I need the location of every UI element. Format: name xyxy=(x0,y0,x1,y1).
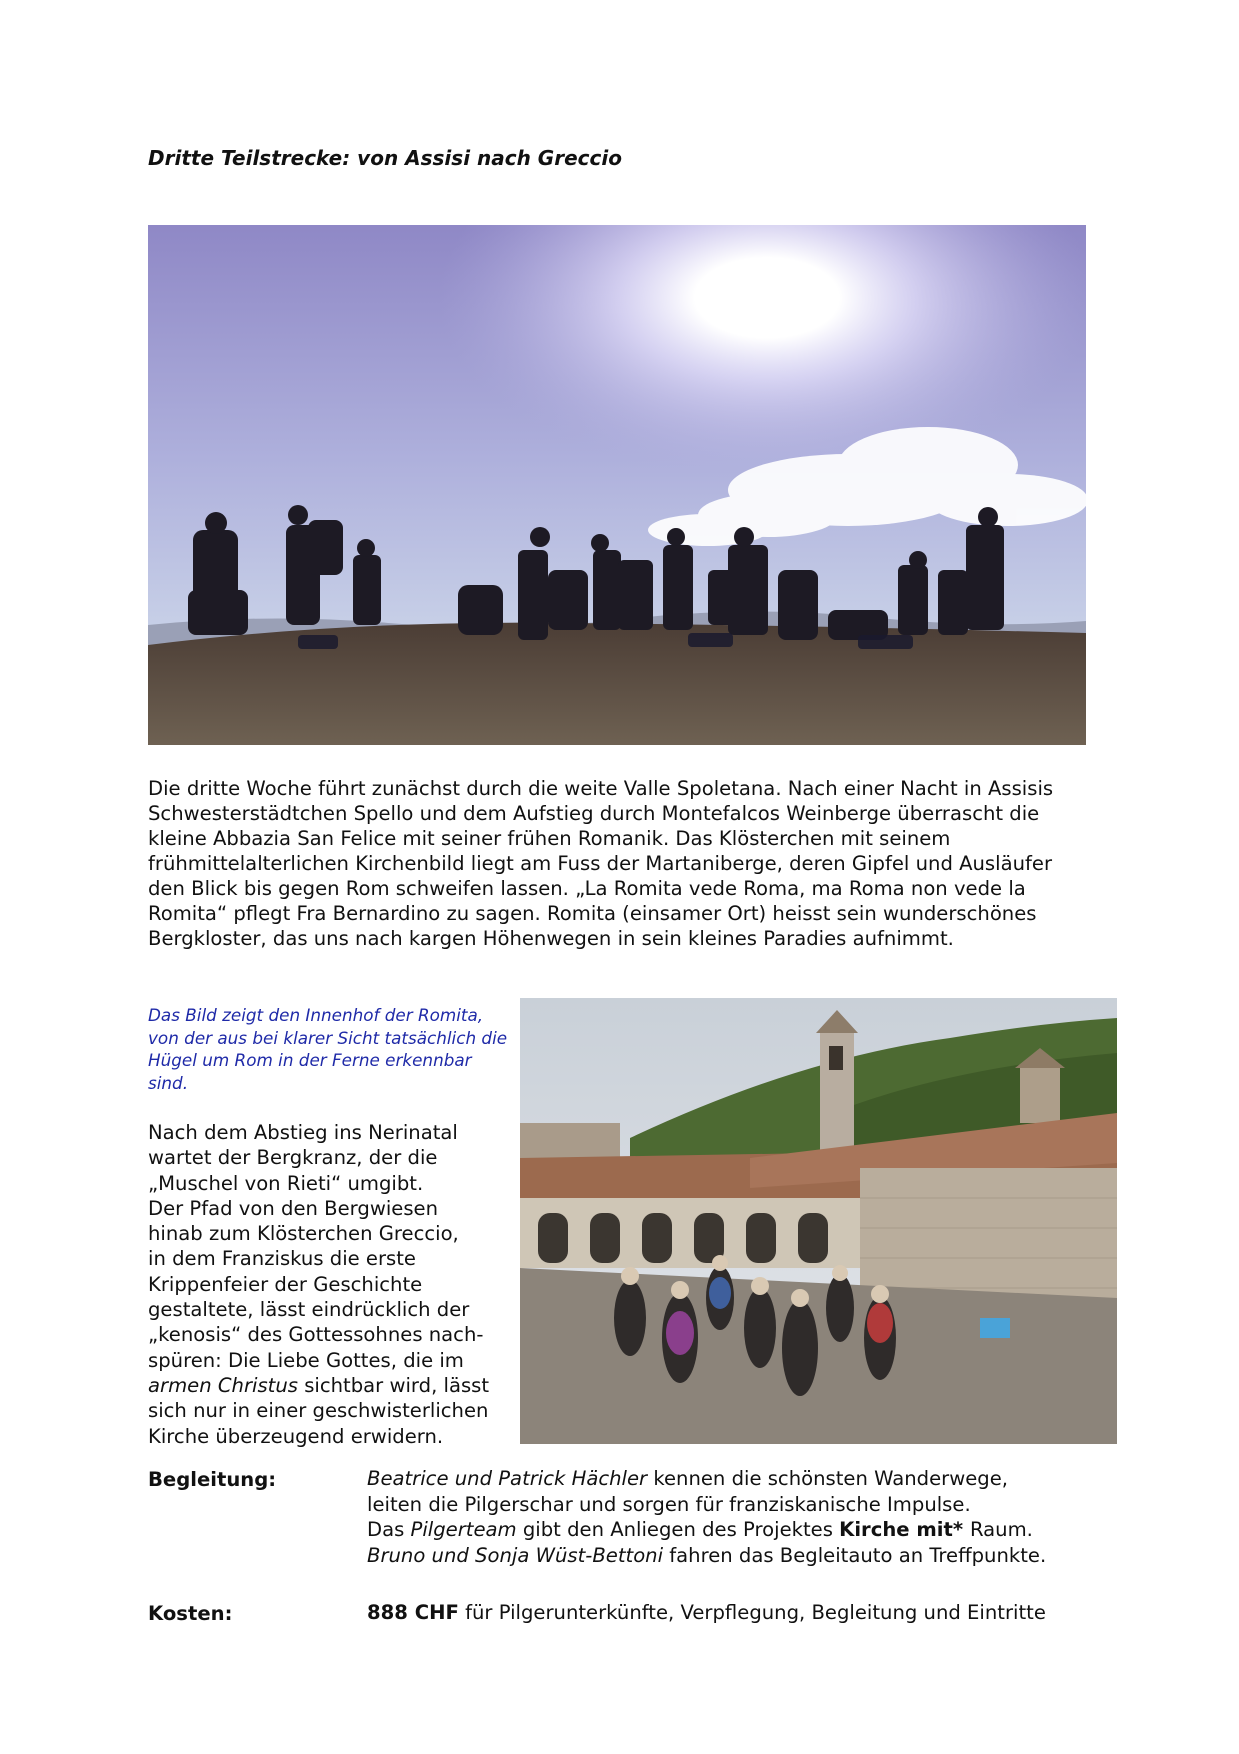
text-line: Krippenfeier der Geschichte xyxy=(148,1272,423,1296)
text-fragment: kennen die schönsten Wanderwege, xyxy=(647,1467,1009,1490)
italic-phrase: armen Christus xyxy=(148,1373,298,1397)
text-line xyxy=(148,1373,520,1398)
text-line: wartet der Bergkranz, der die xyxy=(148,1146,438,1170)
greccio-paragraph xyxy=(148,1120,520,1449)
courtyard-photo xyxy=(520,998,1117,1444)
text-fragment: Das xyxy=(367,1518,411,1541)
kosten-label: Kosten: xyxy=(148,1602,233,1625)
text-line xyxy=(367,1466,1046,1492)
text-line xyxy=(367,1600,1046,1626)
text-line: hinab zum Klösterchen Greccio, xyxy=(148,1222,459,1246)
text-fragment: Raum. xyxy=(969,1518,1033,1541)
text-line: Kirche überzeugend erwidern. xyxy=(148,1424,444,1448)
team-name: Pilgerteam xyxy=(410,1518,517,1541)
guide-names: Beatrice und Patrick Hächler xyxy=(367,1467,648,1490)
text-line: spüren: Die Liebe Gottes, die im xyxy=(148,1348,464,1372)
text-line: leiten die Pilgerschar und sorgen für franziskanische Impulse. xyxy=(367,1492,971,1516)
kosten-text xyxy=(367,1600,1046,1626)
text-fragment: fahren das Begleitauto an Treffpunkte. xyxy=(663,1543,1047,1567)
text-fragment: sichtbar wird, lässt xyxy=(297,1373,490,1397)
text-line xyxy=(367,1543,1046,1569)
begleitung-text xyxy=(367,1466,1046,1568)
price-amount: 888 CHF xyxy=(367,1601,459,1624)
project-name: Kirche mit* xyxy=(839,1518,970,1541)
text-line: Nach dem Abstieg ins Nerinatal xyxy=(148,1121,458,1144)
text-line: „kenosis“ des Gottessohnes nach- xyxy=(148,1323,484,1347)
text-line xyxy=(367,1517,1046,1543)
text-fragment: gibt den Anliegen des Projektes xyxy=(516,1518,840,1541)
text-line: Der Pfad von den Bergwiesen xyxy=(148,1196,439,1220)
text-fragment: für Pilgerunterkünfte, Verpflegung, Begleitung und Eintritte xyxy=(458,1601,1046,1624)
text-line: in dem Franziskus die erste xyxy=(148,1247,416,1271)
text-line: „Muschel von Rieti“ umgibt. xyxy=(148,1171,424,1195)
image-caption: Das Bild zeigt den Innenhof der Romita, von der aus bei klarer Sicht tatsächlich die Hügel um Rom in der Ferne erkennbar sind. xyxy=(148,1005,508,1093)
text-line: gestaltete, lässt eindrücklich der xyxy=(148,1298,470,1322)
driver-names: Bruno und Sonja Wüst-Bettoni xyxy=(367,1543,664,1567)
page-title: Dritte Teilstrecke: von Assisi nach Greccio xyxy=(148,146,622,170)
text-line: sich nur in einer geschwisterlichen xyxy=(148,1399,489,1423)
hikers-photo xyxy=(148,225,1086,745)
intro-paragraph: Die dritte Woche führt zunächst durch die weite Valle Spoletana. Nach einer Nacht in Assisis Schwesterstädtchen Spello und dem Aufstieg durch Montefalcos Weinberge überrascht die kleine Abbazia San Felice mit seiner frühen Romanik. Das Klösterchen mit seinem frühmittelalterlichen Kirchenbild liegt am Fuss der Martaniberge, deren Gipfel und Ausläufer den Blick bis gegen Rom schweifen lassen. „La Romita vede Roma, ma Roma non vede la Romita“ pflegt Fra Bernardino zu sagen. Romita (einsamer Ort) heisst sein wunderschönes Bergkloster, das uns nach kargen Höhenwegen in sein kleines Paradies aufnimmt. xyxy=(148,777,1054,950)
begleitung-label: Begleitung: xyxy=(148,1468,277,1491)
